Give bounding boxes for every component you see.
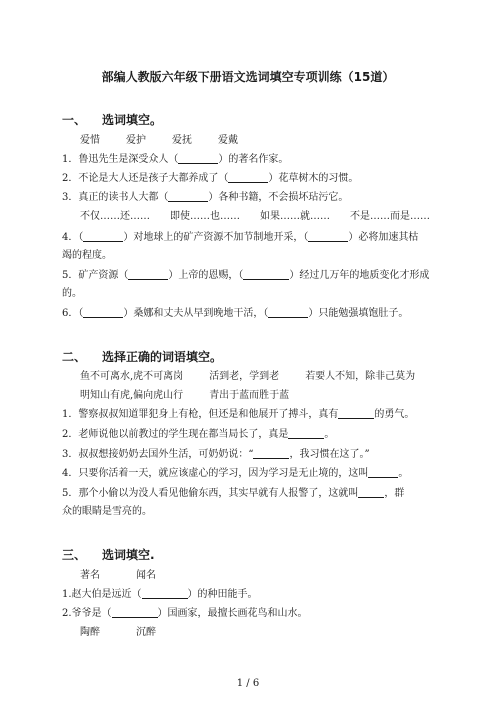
word-option: 爱戴 — [218, 135, 238, 146]
section-2-heading — [62, 348, 222, 365]
section-number: 一、 — [62, 113, 87, 127]
question-1-5-cont: 的。 — [62, 288, 82, 299]
answer-blank[interactable] — [253, 448, 289, 459]
document-title: 部编人教版六年级下册语文选词填空专项训练（15道） — [101, 70, 395, 84]
question-1-2: 2．不论是大人还是孩子大都养成了（ ）花草树木的习惯。 — [62, 173, 359, 184]
word-option: 爱惜 — [80, 135, 100, 146]
section-1-heading — [62, 111, 162, 128]
section-number: 二、 — [62, 350, 87, 364]
section-3-heading — [62, 546, 155, 563]
word-option: 不仅……还…… — [80, 211, 150, 222]
section-title: 选词填空. — [102, 548, 155, 562]
idiom-bank-2 — [80, 389, 315, 402]
word-option: 陶醉 — [80, 627, 100, 638]
question-1-4-cont: 竭的程度。 — [62, 250, 112, 261]
idiom-option: 鱼不可离水,虎不可离岗 — [80, 371, 184, 382]
question-2-4: 4．只要你活着一天，就应该虚心的学习，因为学习是无止境的，这叫 。 — [62, 468, 409, 479]
word-bank-2 — [80, 210, 450, 223]
page-number: 1 / 6 — [236, 678, 260, 689]
question-2-1: 1．警察叔叔知道罪犯身上有枪，但还是和他展开了搏斗，真有 的勇气。 — [62, 409, 415, 420]
word-option: 爱抚 — [172, 135, 192, 146]
idiom-option: 若要人不知，除非己莫为 — [305, 371, 416, 382]
question-3-1: 1.赵大伯是远近（ ）的种田能手。 — [62, 589, 258, 600]
word-bank-3 — [80, 569, 192, 582]
section-title: 选词填空。 — [102, 113, 163, 127]
word-option: 即使……也…… — [170, 211, 240, 222]
section-title: 选择正确的词语填空。 — [102, 350, 223, 364]
question-2-5-cont: 众的眼睛是雪亮的。 — [62, 506, 152, 517]
word-option: 著名 — [80, 570, 100, 581]
idiom-option: 活到老，学到老 — [209, 371, 280, 382]
idiom-option: 青出于蓝而胜于蓝 — [209, 390, 290, 401]
answer-blank[interactable] — [308, 231, 348, 242]
question-2-5: 5．那个小偷以为没人看见他偷东西，其实早就有人报警了，这就叫 ，群 — [62, 488, 405, 499]
question-1-3: 3．真正的读书人大都（ ）各种书籍，不会损坏玷污它。 — [62, 192, 349, 203]
word-option: 不是……而是…… — [350, 211, 430, 222]
word-bank-1 — [80, 134, 264, 147]
question-1-1: 1．鲁迅先生是深受众人（ ）的著名作家。 — [62, 154, 289, 165]
idiom-option: 明知山有虎,偏向虎山行 — [80, 390, 184, 401]
question-1-4: 4．（ ）对地球上的矿产资源不加节制地开采，（ ）必将加速其枯 — [62, 232, 419, 243]
question-1-5: 5．矿产资源（ ）上帝的恩赐，（ ）经过几万年的地质变化才形成 — [62, 270, 430, 281]
word-option: 沉醉 — [136, 627, 156, 638]
answer-blank[interactable] — [83, 231, 123, 242]
word-option: 如果……就…… — [260, 211, 330, 222]
answer-blank[interactable] — [358, 487, 384, 498]
answer-blank[interactable] — [142, 588, 188, 599]
question-3-2: 2.爷爷是（ ）国画家，最擅长画花鸟和山水。 — [62, 608, 308, 619]
answer-blank[interactable] — [178, 153, 218, 164]
answer-blank[interactable] — [368, 467, 398, 478]
word-option: 闻名 — [136, 570, 156, 581]
answer-blank[interactable] — [338, 408, 374, 419]
word-option: 爱护 — [126, 135, 146, 146]
answer-blank[interactable] — [168, 191, 208, 202]
answer-blank[interactable] — [128, 269, 168, 280]
answer-blank[interactable] — [288, 428, 324, 439]
section-number: 三、 — [62, 548, 87, 562]
question-2-2: 2．老师说他以前教过的学生现在都当局长了，真是 。 — [62, 429, 335, 440]
question-2-3: 3．叔叔想接奶奶去国外生活，可奶奶说：“ ，我习惯在这了。” — [62, 449, 370, 460]
answer-blank[interactable] — [268, 307, 308, 318]
question-1-6: 6．（ ）桑娜和丈夫从早到晚地干活，（ ）只能勉强填饱肚子。 — [62, 308, 409, 319]
idiom-bank-1 — [80, 370, 441, 383]
answer-blank[interactable] — [112, 607, 158, 618]
answer-blank[interactable] — [228, 172, 268, 183]
answer-blank[interactable] — [243, 269, 289, 280]
answer-blank[interactable] — [83, 307, 123, 318]
word-bank-4 — [80, 626, 192, 639]
